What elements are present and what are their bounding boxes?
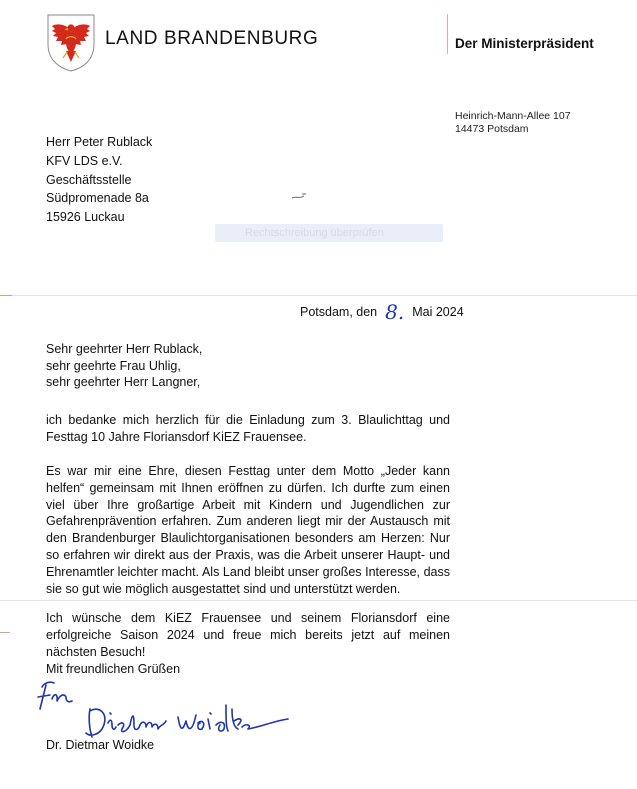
sender-city: 14473 Potsdam	[455, 123, 529, 135]
fold-line	[0, 600, 637, 601]
recipient-line: KFV LDS e.V.	[46, 153, 123, 168]
punch-mark	[0, 632, 10, 633]
recipient-line: Geschäftsstelle	[46, 172, 132, 187]
salutation-line: sehr geehrte Frau Uhlig,	[46, 358, 181, 373]
recipient-line: 15926 Luckau	[46, 210, 125, 225]
recipient-line: Südpromenade 8a	[46, 191, 149, 206]
date-line	[300, 297, 464, 324]
brandenburg-eagle-icon	[47, 14, 95, 72]
body-paragraph: ich bedanke mich herzlich für die Einladung zum 3. Blaulichttag und Festtag 10 Jahre Floriansdorf KiEZ Frauensee.	[46, 413, 450, 444]
letterhead-divider	[447, 14, 448, 54]
spellcheck-overlay	[215, 224, 443, 242]
body-paragraph: Es war mir eine Ehre, diesen Festtag unter dem Motto „Jeder kann helfen“ gemeinsam mit Ihnen eröffnen zu dürfen. Ich durfte zum einen viel über Ihre großartige Arbeit mit Kindern und Jugendlichen zur Gefahrenprävention erfahren. Zum anderen liegt mir der Austausch mit den Brandenburger Blaulichtorganisationen besonders am Herzen: Nur so erfahren wir direkt aus der Praxis, was die Arbeit unserer Haupt- und Ehrenamtler leichter macht. Als Land bleibt unser großes Interesse, dass sie so gut wie möglich ausgestattet sind und unterstützt werden.	[46, 464, 450, 596]
closing: Mit freundlichen Grüßen	[46, 662, 181, 676]
salutation	[46, 341, 202, 391]
salutation-line: sehr geehrter Herr Langner,	[46, 375, 201, 389]
pen-mark	[290, 192, 310, 202]
date-place: Potsdam, den	[300, 305, 378, 319]
salutation-line: Sehr geehrter Herr Rublack,	[46, 342, 203, 356]
fold-line	[0, 295, 637, 296]
date-day-handwritten: 8.	[385, 300, 405, 324]
date-month-year: Mai 2024	[412, 305, 464, 319]
office-title: Der Ministerpräsident	[455, 36, 594, 51]
recipient-address	[46, 133, 152, 227]
recipient-line: Herr Peter Rublack	[46, 135, 153, 149]
fold-mark	[0, 295, 12, 296]
spellcheck-overlay-text: Rechtschreibung überprüfen	[245, 227, 384, 239]
sender-street: Heinrich-Mann-Allee 107	[455, 110, 571, 122]
body-paragraph: Ich wünsche dem KiEZ Frauensee und seinem Floriansdorf eine erfolgreiche Saison 2024 und freue mich bereits jetzt auf meinen nächsten Besuch!	[46, 611, 450, 659]
state-name: LAND BRANDENBURG	[105, 28, 319, 49]
signatory-name: Dr. Dietmar Woidke	[46, 738, 155, 752]
